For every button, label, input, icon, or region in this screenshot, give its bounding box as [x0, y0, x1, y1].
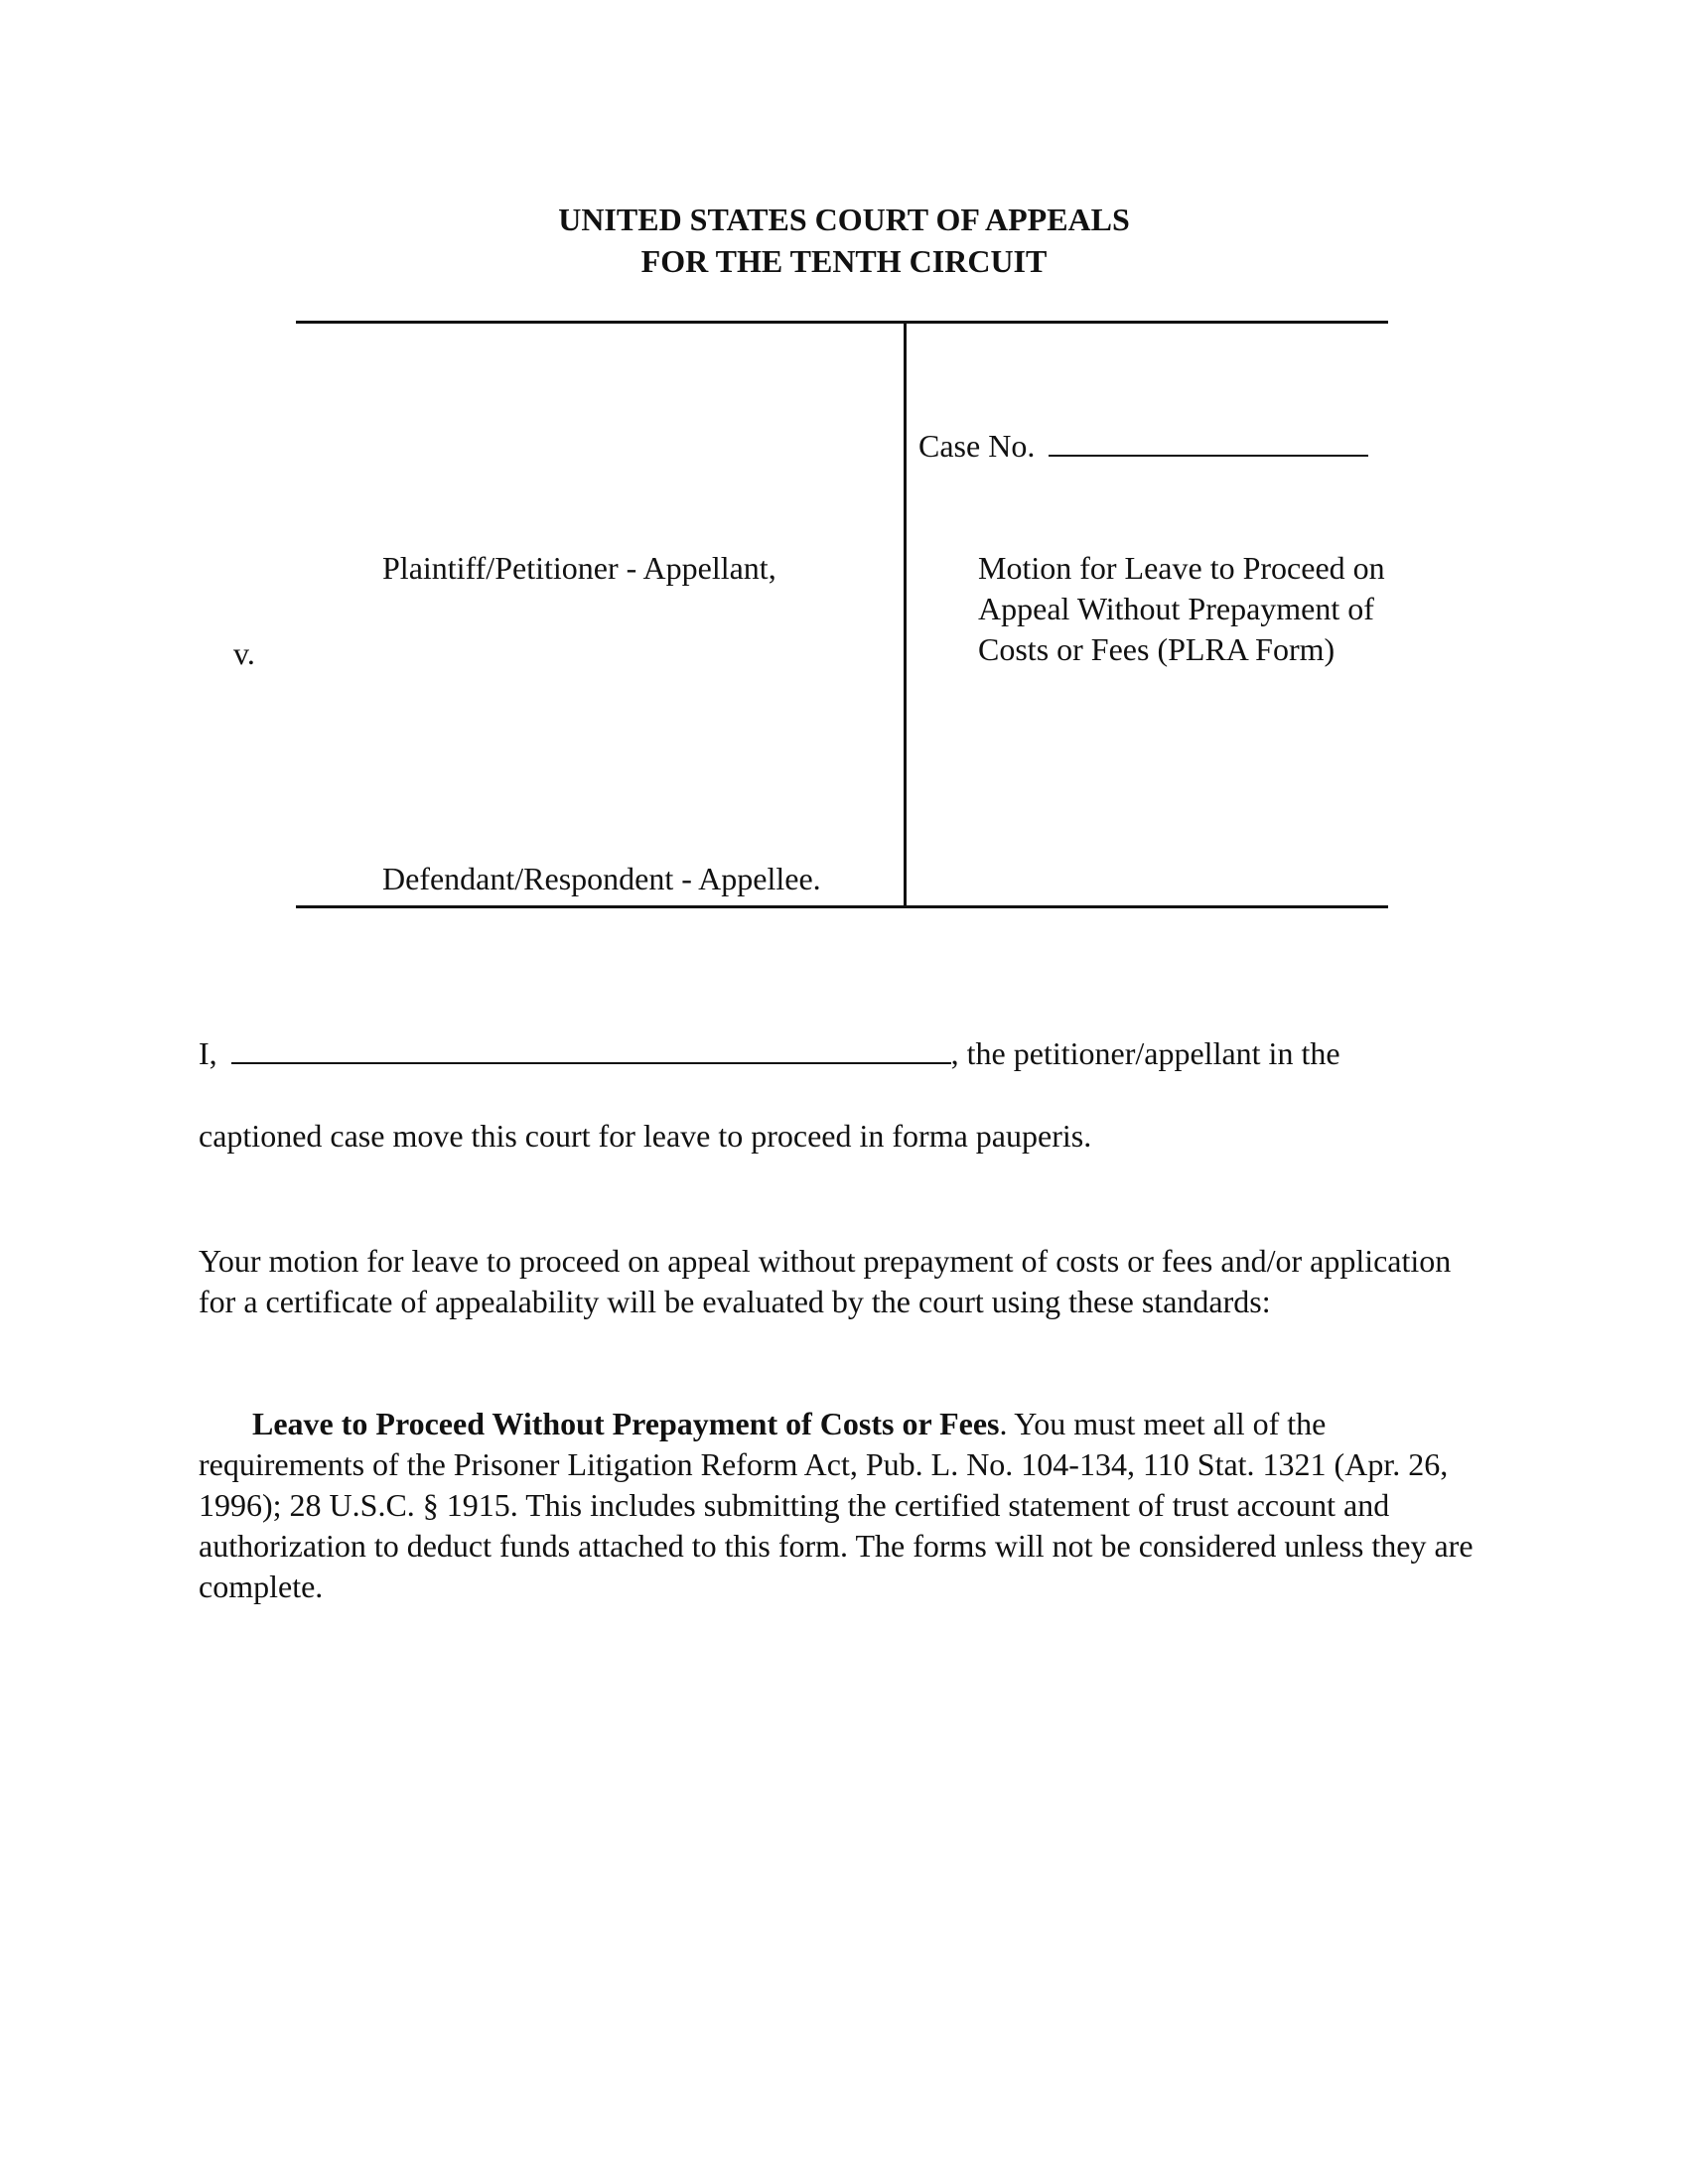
court-name-line-1: UNITED STATES COURT OF APPEALS: [558, 202, 1130, 237]
statement-suffix: , the petitioner/appellant in the: [950, 1035, 1340, 1071]
standards-intro: Your motion for leave to proceed on appeal without prepayment of costs or fees and/or application for a certificate of appealability will be evaluated by the court using these standards:: [199, 1243, 1452, 1319]
versus: v.: [233, 635, 255, 671]
caption-bottom-rule: [296, 905, 1388, 908]
case-number-field[interactable]: [1049, 425, 1368, 457]
caption-divider: [904, 321, 907, 908]
motion-title-line-3: Costs or Fees (PLRA Form): [978, 631, 1336, 667]
plaintiff-role: Plaintiff/Petitioner - Appellant,: [382, 550, 776, 586]
petitioner-name-field[interactable]: [231, 1032, 951, 1064]
court-name-line-2: FOR THE TENTH CIRCUIT: [640, 243, 1048, 279]
leave-to-proceed-body: . You must meet all of the requirements of the Prisoner Litigation Reform Act, Pub. L. No. 104-134, 110 Stat. 1321 (Apr. 26, 1996); 28 U.S.C. § 1915. This includes submitting the certified statement of trust account and authorization to deduct funds attached to this form. The forms will not be considered unless they are complete.: [199, 1406, 1474, 1604]
leave-to-proceed-paragraph: [199, 1404, 1489, 1607]
caption-top-rule: [296, 321, 1388, 324]
statement-prefix: I,: [199, 1035, 217, 1071]
statement-line-1: [199, 1032, 1340, 1074]
case-number-label: Case No.: [918, 428, 1036, 464]
motion-title-line-1: Motion for Leave to Proceed on: [978, 550, 1385, 586]
motion-title-line-2: Appeal Without Prepayment of: [978, 591, 1374, 626]
statement-line-2: captioned case move this court for leave to proceed in forma pauperis.: [199, 1118, 1092, 1154]
defendant-role: Defendant/Respondent - Appellee.: [382, 861, 821, 896]
leave-to-proceed-heading: Leave to Proceed Without Prepayment of Costs or Fees: [252, 1406, 1000, 1441]
case-number-row: [918, 425, 1368, 467]
